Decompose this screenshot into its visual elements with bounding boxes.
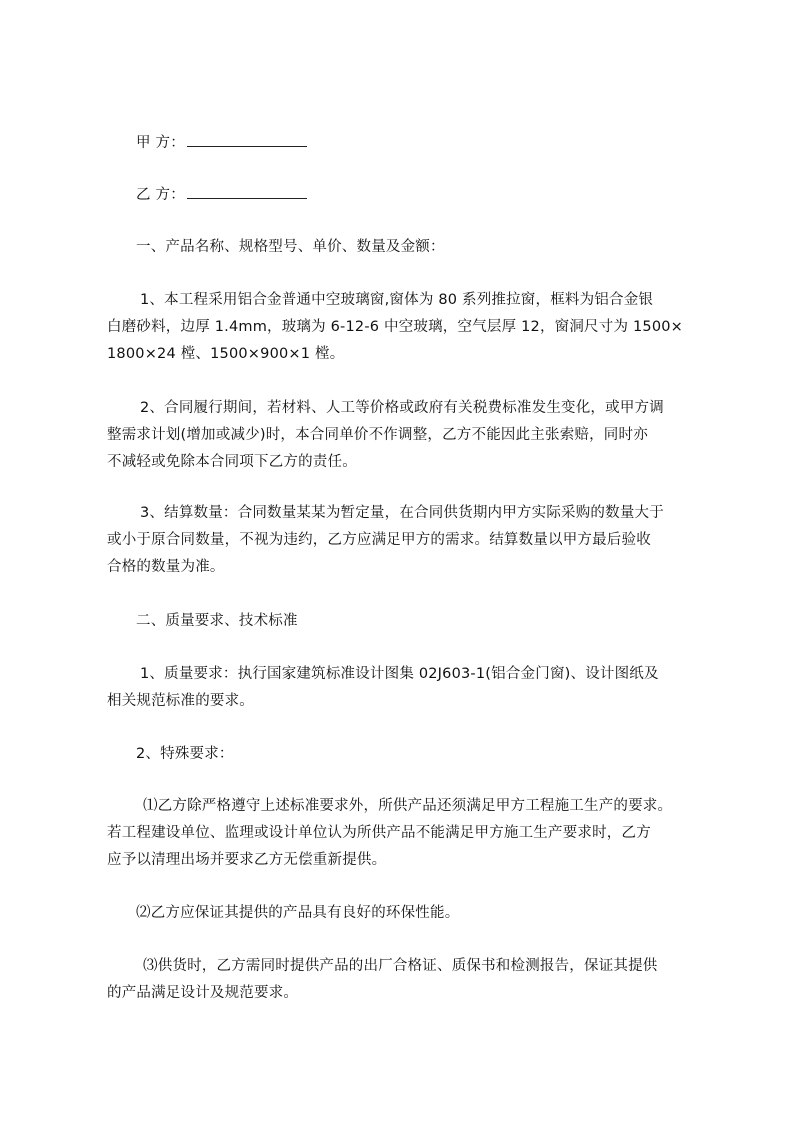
section1-item1-line2: 白磨砂料，边厚 1.4mm，玻璃为 6-12-6 中空玻璃，空气层厚 12，窗洞尺寸为 1500×	[107, 319, 684, 335]
section2-sub1-line2: 若工程建设单位、监理或设计单位认为所供产品不能满足甲方施工生产要求时，乙方	[107, 825, 651, 841]
section1-item3-line3: 合格的数量为准。	[107, 559, 225, 575]
section1-item1-line1: 1、本工程采用铝合金普通中空玻璃窗,窗体为 80 系列推拉窗，框料为铝合金银	[140, 292, 654, 308]
section1-item1-line3: 1800×24 樘、1500×900×1 樘。	[107, 346, 345, 362]
party-b-label: 乙 方：	[136, 187, 185, 203]
section2-sub2-line1: ⑵乙方应保证其提供的产品具有良好的环保性能。	[136, 905, 460, 921]
section2-item1-line1: 1、质量要求：执行国家建筑标准设计图集 02J603-1(铝合金门窗)、设计图纸及	[140, 666, 659, 682]
section2-item2-heading: 2、特殊要求：	[136, 746, 234, 762]
section2-sub1-line3: 应予以清理出场并要求乙方无偿重新提供。	[107, 852, 387, 868]
section2-heading: 二、质量要求、技术标准	[136, 613, 298, 629]
section2-item1-line2: 相关规范标准的要求。	[107, 693, 254, 709]
section1-item2-line1: 2、合同履行期间，若材料、人工等价格或政府有关税费标准发生变化，或甲方调	[140, 400, 664, 416]
section1-item2-line2: 整需求计划(增加或减少)时，本合同单价不作调整，乙方不能因此主张索赔，同时亦	[107, 427, 648, 443]
section2-sub3-line1: ⑶供货时，乙方需同时提供产品的出厂合格证、质保书和检测报告，保证其提供	[143, 958, 658, 974]
party-a-line	[136, 134, 307, 152]
section1-item2-line3: 不减轻或免除本合同项下乙方的责任。	[107, 454, 357, 470]
section1-item3-line2: 或小于原合同数量，不视为违约，乙方应满足甲方的需求。结算数量以甲方最后验收	[107, 532, 651, 548]
party-b-blank	[187, 186, 307, 199]
section1-item3-line1: 3、结算数量：合同数量某某为暂定量，在合同供货期内甲方实际采购的数量大于	[140, 505, 664, 521]
section2-sub3-line2: 的产品满足设计及规范要求。	[107, 985, 299, 1001]
party-b-line	[136, 186, 307, 204]
party-a-label: 甲 方：	[136, 135, 185, 151]
party-a-blank	[187, 134, 307, 147]
section1-heading: 一、产品名称、规格型号、单价、数量及金额：	[136, 239, 445, 255]
section2-sub1-line1: ⑴乙方除严格遵守上述标准要求外，所供产品还须满足甲方工程施工生产的要求。	[143, 798, 673, 814]
